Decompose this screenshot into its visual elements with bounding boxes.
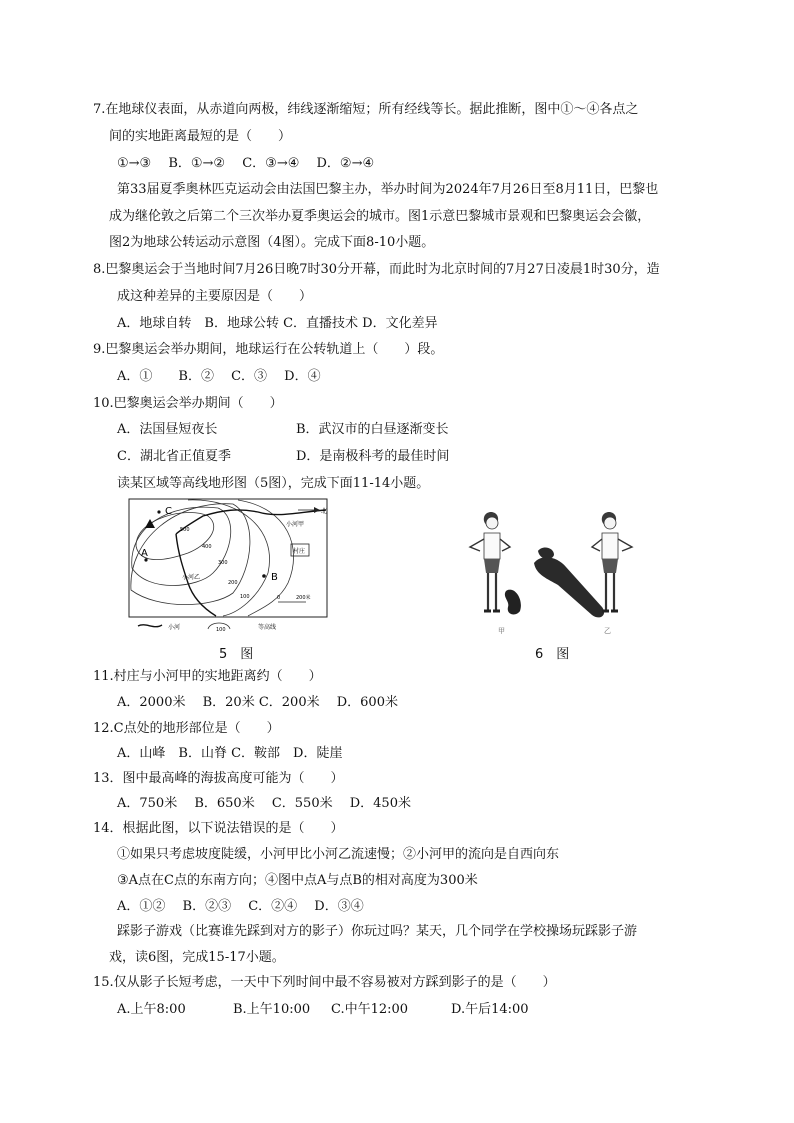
point-b-dot: [262, 574, 266, 578]
contour-label-200: 200: [228, 580, 238, 586]
q8-options: A．地球自转 B．地球公转 C．直播技术 D．文化差异: [117, 316, 438, 331]
girl-right-shorts: [602, 559, 618, 573]
label-yi: 乙: [604, 627, 611, 635]
contour-label-300: 300: [218, 560, 228, 566]
intro-paragraph-line1: 第33届夏季奥林匹克运动会由法国巴黎主办，举办时间为2024年7月26日至8月11日，巴黎也: [117, 182, 659, 197]
q7-stem-line2: 间的实地距离最短的是（ ）: [109, 129, 292, 144]
legend-contour-label: 等高线: [258, 624, 277, 631]
q10-stem: 10.巴黎奥运会举办期间（ ）: [93, 396, 283, 411]
contour-label-400: 400: [202, 544, 212, 550]
girl-left-figure: [470, 512, 510, 611]
girl-right-shirt: [602, 533, 618, 559]
girl-left-legs: [488, 573, 496, 611]
q12-stem: 12.C点处的地形部位是（ ）: [93, 721, 280, 736]
intro-paragraph-line2: 成为继伦敦之后第二个三次举办夏季奥运会的城市。图1示意巴黎城市景观和巴黎奥运会会徽，: [109, 209, 651, 224]
scale-zero-label: 0: [277, 595, 281, 601]
q10-option-c: C．湖北省正值夏季: [117, 449, 231, 464]
point-c-dot: [157, 510, 160, 513]
label-jia: 甲: [498, 627, 505, 635]
q9-options: A．① B．② C．③ D．④: [117, 369, 321, 384]
point-c-label: C: [165, 506, 172, 517]
q10-option-b: B．武汉市的白昼逐渐变长: [296, 422, 449, 437]
q11-options: A．2000米 B．20米 C．200米 D．600米: [117, 695, 398, 710]
north-label: 北: [321, 508, 328, 515]
girl-right-figure: [592, 512, 632, 611]
point-b-label: B: [271, 572, 278, 583]
contour-map-svg: [128, 498, 328, 636]
scale-end-label: 200米: [296, 595, 311, 601]
contour-map-figure: [128, 498, 328, 636]
q10-option-a: A．法国昼短夜长: [117, 422, 218, 437]
girl-left-shorts: [484, 559, 500, 573]
q8-stem-line1: 8.巴黎奥运会于当地时间7月26日晚7时30分开幕，而此时为北京时间的7月27日凌晨1时30分，造: [93, 262, 660, 277]
q14-statement-2: ③A点在C点的东南方向；④图中点A与点B的相对高度为300米: [117, 873, 478, 888]
contour-label-500: 500: [180, 527, 190, 533]
q15-stem: 15.仅从影子长短考虑，一天中下列时间中最不容易被对方踩到影子的是（ ）: [93, 975, 556, 990]
q14-stem: 14．根据此图，以下说法错误的是（ ）: [93, 821, 344, 836]
q13-stem: 13．图中最高峰的海拔高度可能为（ ）: [93, 771, 344, 786]
q15-option-c: C.中午12:00: [331, 1002, 409, 1017]
q14-statement-1: ①如果只考虑坡度陡缓，小河甲比小河乙流速慢；②小河甲的流向是自西向东: [117, 847, 560, 862]
q10-option-d: D．是南极科考的最佳时间: [296, 449, 450, 464]
q8-stem-line2: 成这种差异的主要原因是（ ）: [117, 289, 313, 304]
shadow-game-figure: [462, 507, 646, 637]
q7-stem-line1: 7.在地球仪表面，从赤道向两极，纬线逐渐缩短；所有经线等长。据此推断，图中①～④各点之: [93, 102, 639, 117]
point-a-label: A: [141, 548, 148, 559]
legend-river-icon: [138, 625, 162, 627]
legend-contour-value: 100: [216, 627, 226, 633]
q13-options: A．750米 B．650米 C．550米 D．450米: [117, 796, 411, 811]
shadow-left: [505, 590, 521, 615]
shadow-intro-line2: 戏，读6图，完成15-17小题。: [109, 950, 285, 965]
village-label: 村庄: [293, 548, 306, 555]
fig5-intro: 读某区域等高线地形图（5图），完成下面11-14小题。: [117, 476, 430, 491]
north-arrow-icon: [314, 507, 320, 513]
fig5-caption: 5 图: [219, 647, 254, 662]
peak-icon: [145, 519, 155, 528]
shadow-game-svg: [462, 507, 646, 637]
q7-options: ①→③ B．①→② C．③→④ D．②→④: [117, 156, 375, 171]
girl-left-shirt: [484, 533, 500, 559]
fig6-caption: 6 图: [535, 647, 570, 662]
shadow-intro-line1: 踩影子游戏（比赛谁先踩到对方的影子）你玩过吗？某天，几个同学在学校操场玩踩影子游: [117, 924, 638, 939]
legend-river-label: 小河: [168, 624, 181, 631]
q15-option-a: A.上午8:00: [117, 1002, 186, 1017]
girl-left-head: [486, 517, 498, 529]
girl-right-legs: [606, 573, 614, 611]
river-a-label: 小河甲: [286, 521, 305, 528]
river-b-label: 小河乙: [182, 574, 201, 581]
q15-option-d: D.午后14:00: [451, 1002, 529, 1017]
shadow-long: [534, 557, 604, 617]
q14-options: A．①② B．②③ C．②④ D．③④: [117, 899, 364, 914]
q12-options: A．山峰 B．山脊 C．鞍部 D．陡崖: [117, 746, 343, 761]
q15-option-b: B.上午10:00: [233, 1002, 311, 1017]
shadow-long-head: [538, 548, 554, 560]
contour-label-100: 100: [240, 594, 250, 600]
intro-paragraph-line3: 图2为地球公转运动示意图（4图）。完成下面8-10小题。: [109, 235, 435, 250]
q11-stem: 11.村庄与小河甲的实地距离约（ ）: [93, 669, 322, 684]
q9-stem: 9.巴黎奥运会举办期间，地球运行在公转轨道上（ ）段。: [93, 342, 444, 357]
girl-right-head: [604, 517, 616, 529]
